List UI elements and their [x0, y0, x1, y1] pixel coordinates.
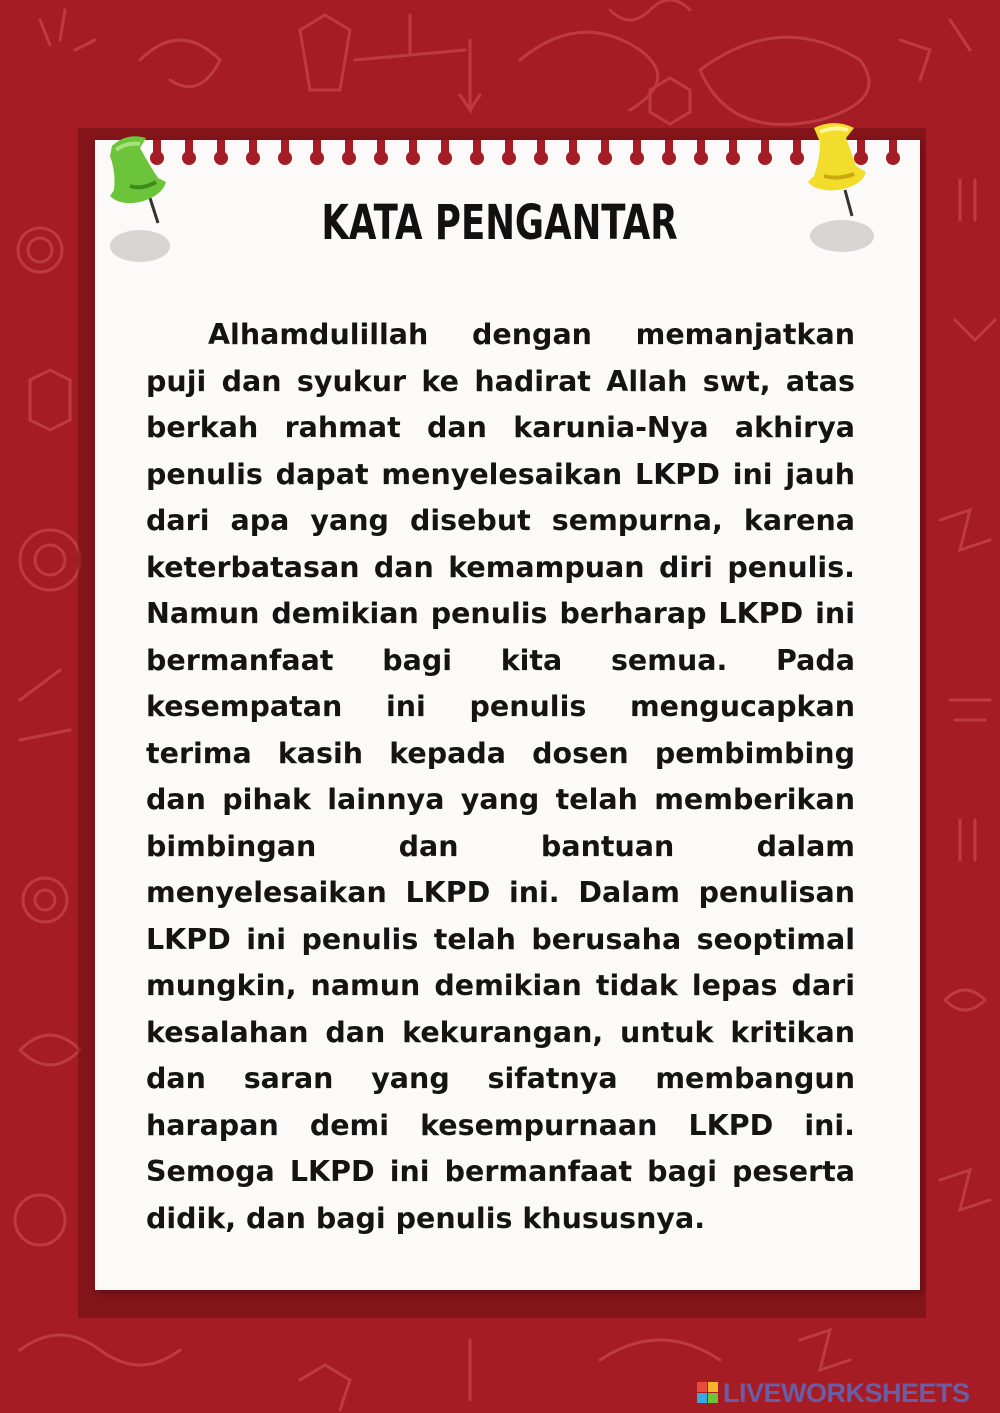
preface-paragraph: Alhamdulillah dengan memanjatkan puji dan syukur ke hadirat Allah swt, atas berkah rahmat dan karunia-Nya akhirya penulis dapat menyelesaikan LKPD ini jauh dari apa yang disebut sempurna, karena keterbatasan dan kemampuan diri penulis. Namun demikian penulis berharap LKPD ini bermanfaat bagi kita semua. Pada kesempatan ini penulis mengucapkan terima kasih kepada dosen pembimbing dan pihak lainnya yang telah memberikan bimbingan dan bantuan dalam menyelesaikan LKPD ini. Dalam penulisan LKPD ini penulis telah berusaha seoptimal mungkin, namun demikian tidak lepas dari kesalahan dan kekurangan, untuk kritikan dan saran yang sifatnya membangun harapan demi kesempurnaan LKPD ini. Semoga LKPD ini bermanfaat bagi peserta didik, dan bagi penulis khususnya. [146, 318, 855, 1235]
liveworksheets-watermark[interactable] [697, 1378, 970, 1408]
brand-text: LIVEWORKSHEETS [723, 1377, 970, 1408]
notepad-holes [95, 140, 920, 180]
page-title: KATA PENGANTAR [321, 195, 678, 251]
liveworksheets-logo-icon [697, 1382, 719, 1404]
